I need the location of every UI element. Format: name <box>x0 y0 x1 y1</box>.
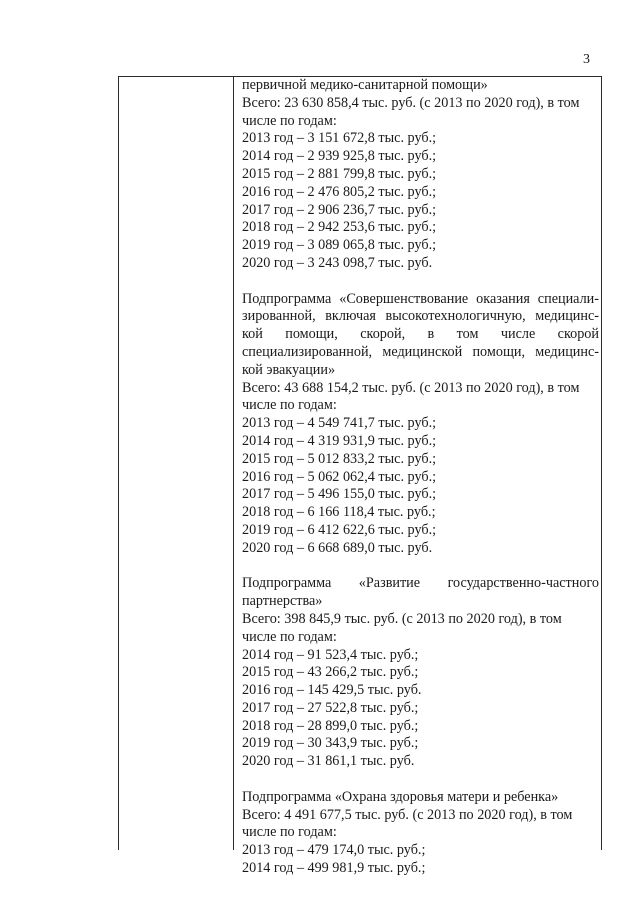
year-amount: 2014 год – 91 523,4 тыс. руб.; <box>242 646 419 663</box>
section-total-line: Всего: 23 630 858,4 тыс. руб. (с 2013 по 2020 год), в том <box>242 94 580 111</box>
section-title-line: кой эвакуации» <box>242 361 336 378</box>
section-total-line: Всего: 4 491 677,5 тыс. руб. (с 2013 по 2020 год), в том <box>242 806 573 823</box>
section-title-line: кой помощи, скорой, в том числе скорой <box>242 326 599 343</box>
year-amount: 2018 год – 2 942 253,6 тыс. руб.; <box>242 219 437 236</box>
year-amount: 2018 год – 28 899,0 тыс. руб.; <box>242 717 419 734</box>
year-amount: 2014 год – 4 319 931,9 тыс. руб.; <box>242 432 437 449</box>
section-total-line: Всего: 398 845,9 тыс. руб. (с 2013 по 2020 год), в том <box>242 610 562 627</box>
year-amount: 2019 год – 30 343,9 тыс. руб.; <box>242 735 419 752</box>
section-total-line: Всего: 43 688 154,2 тыс. руб. (с 2013 по 2020 год), в том <box>242 379 580 396</box>
year-amount: 2016 год – 2 476 805,2 тыс. руб.; <box>242 183 437 200</box>
section-total-line: числе по годам: <box>242 628 337 645</box>
year-amount: 2017 год – 27 522,8 тыс. руб.; <box>242 699 419 716</box>
year-amount: 2015 год – 2 881 799,8 тыс. руб.; <box>242 165 437 182</box>
column-divider <box>233 77 234 850</box>
section-title-line: специализированной, медицинской помощи, медицинс- <box>242 343 599 360</box>
year-amount: 2019 год – 6 412 622,6 тыс. руб.; <box>242 521 437 538</box>
section-total-line: числе по годам: <box>242 397 337 414</box>
year-amount: 2015 год – 5 012 833,2 тыс. руб.; <box>242 450 437 467</box>
section-title-line: зированной, включая высокотехнологичную, медицинс- <box>242 308 599 325</box>
year-amount: 2020 год – 31 861,1 тыс. руб. <box>242 753 415 770</box>
year-amount: 2019 год – 3 089 065,8 тыс. руб.; <box>242 237 437 254</box>
year-amount: 2013 год – 3 151 672,8 тыс. руб.; <box>242 130 437 147</box>
section-title-line: первичной медико-санитарной помощи» <box>242 77 488 93</box>
year-amount: 2020 год – 3 243 098,7 тыс. руб. <box>242 254 433 271</box>
year-amount: 2020 год – 6 668 689,0 тыс. руб. <box>242 539 433 556</box>
year-amount: 2016 год – 145 429,5 тыс. руб. <box>242 682 422 699</box>
year-amount: 2017 год – 5 496 155,0 тыс. руб.; <box>242 486 437 503</box>
year-amount: 2015 год – 43 266,2 тыс. руб.; <box>242 664 419 681</box>
financing-cell <box>242 77 599 878</box>
program-table <box>118 76 602 877</box>
year-amount: 2013 год – 479 174,0 тыс. руб.; <box>242 842 426 859</box>
year-amount: 2016 год – 5 062 062,4 тыс. руб.; <box>242 468 437 485</box>
section-title-line: Подпрограмма «Совершенствование оказания специали- <box>242 290 599 307</box>
section-total-line: числе по годам: <box>242 824 337 841</box>
year-amount: 2017 год – 2 906 236,7 тыс. руб.; <box>242 201 437 218</box>
year-amount: 2013 год – 4 549 741,7 тыс. руб.; <box>242 415 437 432</box>
year-amount: 2018 год – 6 166 118,4 тыс. руб.; <box>242 504 436 521</box>
year-amount: 2014 год – 499 981,9 тыс. руб.; <box>242 860 426 877</box>
section-title-line: Подпрограмма «Развитие государственно-частного <box>242 575 599 592</box>
page-number: 3 <box>583 52 590 67</box>
section-total-line: числе по годам: <box>242 112 337 129</box>
year-amount: 2014 год – 2 939 925,8 тыс. руб.; <box>242 148 437 165</box>
section-title-line: Подпрограмма «Охрана здоровья матери и ребенка» <box>242 788 559 805</box>
section-title-line: партнерства» <box>242 593 323 610</box>
